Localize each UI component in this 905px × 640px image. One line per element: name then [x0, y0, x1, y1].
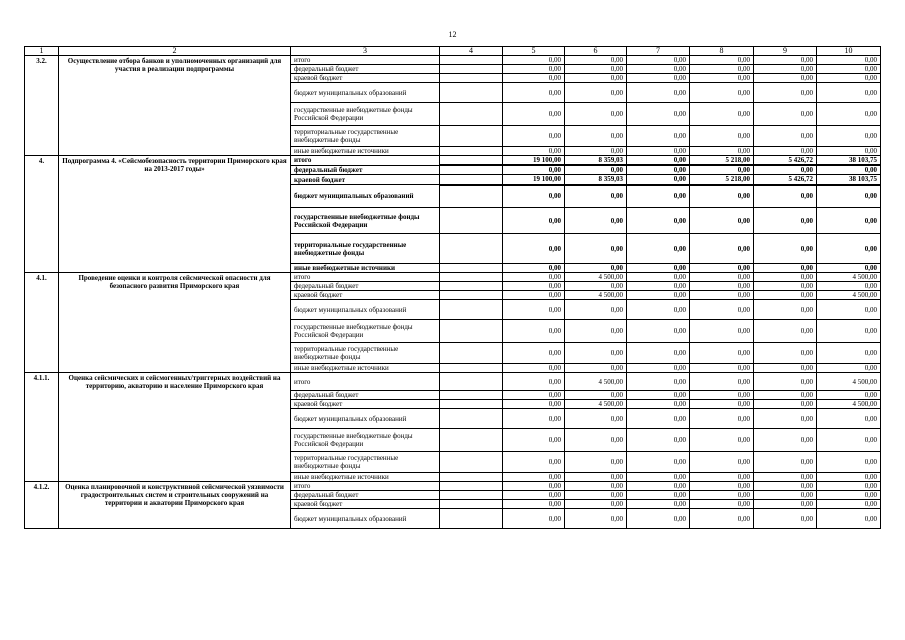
header-row: [25, 47, 881, 56]
value-cell: 0,00: [690, 234, 754, 264]
value-cell: 0,00: [690, 165, 754, 175]
value-cell: 0,00: [565, 165, 627, 175]
value-cell: 8 359,03: [565, 156, 627, 166]
value-cell: 0,00: [627, 175, 690, 185]
value-cell: [440, 208, 503, 234]
section-name: Оценка сейсмических и сейсмогенных/триггерных воздействий на территорию, акваторию и население Приморского края: [59, 373, 291, 482]
column-header: 10: [817, 47, 881, 56]
funding-source-label: итого: [291, 273, 440, 282]
funding-source-label: территориальные государственные внебюджетные фонды: [291, 126, 440, 147]
value-cell: 4 500,00: [817, 400, 881, 409]
value-cell: 0,00: [627, 126, 690, 147]
value-cell: 0,00: [754, 65, 817, 74]
value-cell: 0,00: [690, 264, 754, 273]
value-cell: 4 500,00: [565, 291, 627, 300]
value-cell: 0,00: [503, 103, 565, 126]
value-cell: 0,00: [627, 409, 690, 429]
value-cell: 0,00: [565, 83, 627, 103]
value-cell: 0,00: [754, 208, 817, 234]
value-cell: 0,00: [565, 147, 627, 156]
value-cell: [440, 491, 503, 500]
value-cell: [440, 74, 503, 83]
value-cell: 0,00: [627, 208, 690, 234]
value-cell: 0,00: [690, 509, 754, 529]
value-cell: 0,00: [690, 273, 754, 282]
value-cell: 0,00: [627, 364, 690, 373]
budget-table: [24, 46, 881, 529]
value-cell: 0,00: [627, 74, 690, 83]
funding-source-label: иные внебюджетные источники: [291, 364, 440, 373]
funding-source-label: государственные внебюджетные фонды Российской Федерации: [291, 429, 440, 452]
value-cell: [440, 500, 503, 509]
value-cell: [440, 65, 503, 74]
value-cell: 0,00: [690, 74, 754, 83]
value-cell: 0,00: [690, 491, 754, 500]
value-cell: 0,00: [503, 234, 565, 264]
value-cell: 0,00: [754, 126, 817, 147]
value-cell: 0,00: [754, 473, 817, 482]
value-cell: [440, 156, 503, 166]
value-cell: 0,00: [817, 234, 881, 264]
value-cell: 0,00: [754, 509, 817, 529]
funding-source-label: федеральный бюджет: [291, 65, 440, 74]
table-row: [25, 56, 881, 65]
value-cell: 0,00: [565, 320, 627, 343]
value-cell: 0,00: [503, 373, 565, 391]
value-cell: 0,00: [817, 409, 881, 429]
column-header: 3: [291, 47, 440, 56]
value-cell: 0,00: [503, 509, 565, 529]
value-cell: 0,00: [565, 74, 627, 83]
value-cell: 0,00: [754, 264, 817, 273]
value-cell: 0,00: [690, 364, 754, 373]
value-cell: 0,00: [565, 126, 627, 147]
value-cell: 0,00: [690, 185, 754, 208]
value-cell: 0,00: [627, 509, 690, 529]
value-cell: [440, 147, 503, 156]
funding-source-label: государственные внебюджетные фонды Российской Федерации: [291, 208, 440, 234]
value-cell: 0,00: [754, 56, 817, 65]
value-cell: 0,00: [627, 83, 690, 103]
funding-source-label: бюджет муниципальных образований: [291, 83, 440, 103]
value-cell: 0,00: [503, 409, 565, 429]
value-cell: 0,00: [754, 291, 817, 300]
table-row: [25, 373, 881, 391]
value-cell: 0,00: [817, 509, 881, 529]
table-row: [25, 482, 881, 491]
column-header: 9: [754, 47, 817, 56]
value-cell: 0,00: [690, 65, 754, 74]
value-cell: 0,00: [627, 282, 690, 291]
value-cell: [440, 56, 503, 65]
value-cell: [440, 175, 503, 185]
value-cell: 0,00: [565, 65, 627, 74]
funding-source-label: краевой бюджет: [291, 175, 440, 185]
value-cell: 0,00: [565, 500, 627, 509]
value-cell: 0,00: [627, 165, 690, 175]
value-cell: 0,00: [565, 103, 627, 126]
value-cell: 0,00: [565, 234, 627, 264]
funding-source-label: иные внебюджетные источники: [291, 473, 440, 482]
value-cell: 0,00: [754, 320, 817, 343]
value-cell: 0,00: [817, 491, 881, 500]
value-cell: 5 426,72: [754, 175, 817, 185]
value-cell: 0,00: [503, 473, 565, 482]
value-cell: 0,00: [690, 56, 754, 65]
value-cell: 0,00: [817, 208, 881, 234]
value-cell: 0,00: [817, 74, 881, 83]
value-cell: 0,00: [754, 147, 817, 156]
value-cell: 0,00: [565, 185, 627, 208]
value-cell: 0,00: [754, 234, 817, 264]
value-cell: 0,00: [690, 282, 754, 291]
value-cell: 0,00: [817, 482, 881, 491]
value-cell: 0,00: [627, 56, 690, 65]
funding-source-label: территориальные государственные внебюджетные фонды: [291, 343, 440, 364]
value-cell: [440, 264, 503, 273]
funding-source-label: территориальные государственные внебюджетные фонды: [291, 452, 440, 473]
value-cell: [440, 165, 503, 175]
value-cell: 0,00: [503, 291, 565, 300]
value-cell: 0,00: [627, 473, 690, 482]
value-cell: 0,00: [690, 500, 754, 509]
table-row: [25, 273, 881, 282]
value-cell: 0,00: [503, 391, 565, 400]
value-cell: 0,00: [627, 156, 690, 166]
value-cell: 0,00: [754, 491, 817, 500]
value-cell: 0,00: [565, 409, 627, 429]
value-cell: 4 500,00: [565, 400, 627, 409]
value-cell: 0,00: [754, 364, 817, 373]
value-cell: 0,00: [565, 264, 627, 273]
value-cell: 0,00: [754, 185, 817, 208]
value-cell: 0,00: [690, 452, 754, 473]
value-cell: 0,00: [690, 126, 754, 147]
funding-source-label: федеральный бюджет: [291, 282, 440, 291]
value-cell: 0,00: [627, 147, 690, 156]
funding-source-label: итого: [291, 56, 440, 65]
funding-source-label: краевой бюджет: [291, 74, 440, 83]
value-cell: 0,00: [627, 491, 690, 500]
table-row: [25, 156, 881, 166]
value-cell: 0,00: [754, 282, 817, 291]
value-cell: 0,00: [817, 65, 881, 74]
value-cell: 0,00: [690, 343, 754, 364]
value-cell: [440, 291, 503, 300]
value-cell: 4 500,00: [565, 373, 627, 391]
column-header: 7: [627, 47, 690, 56]
funding-source-label: иные внебюджетные источники: [291, 264, 440, 273]
value-cell: 4 500,00: [817, 373, 881, 391]
section-code: 4.1.: [25, 273, 59, 373]
funding-source-label: бюджет муниципальных образований: [291, 409, 440, 429]
value-cell: 0,00: [754, 373, 817, 391]
value-cell: 8 359,03: [565, 175, 627, 185]
value-cell: 0,00: [817, 500, 881, 509]
value-cell: 0,00: [690, 291, 754, 300]
column-header: 2: [59, 47, 291, 56]
value-cell: [440, 83, 503, 103]
value-cell: 0,00: [627, 264, 690, 273]
value-cell: 0,00: [565, 482, 627, 491]
section-name: Осуществление отбора банков и уполномоченных организаций для участия в реализации подпрограммы: [59, 56, 291, 156]
value-cell: 0,00: [503, 74, 565, 83]
value-cell: 0,00: [627, 185, 690, 208]
funding-source-label: итого: [291, 156, 440, 166]
value-cell: 0,00: [565, 300, 627, 320]
value-cell: 0,00: [627, 300, 690, 320]
funding-source-label: бюджет муниципальных образований: [291, 509, 440, 529]
value-cell: [440, 234, 503, 264]
value-cell: 0,00: [754, 103, 817, 126]
value-cell: 0,00: [627, 343, 690, 364]
value-cell: [440, 364, 503, 373]
value-cell: 0,00: [817, 364, 881, 373]
value-cell: 0,00: [754, 409, 817, 429]
value-cell: [440, 282, 503, 291]
value-cell: 0,00: [565, 208, 627, 234]
value-cell: 0,00: [565, 343, 627, 364]
value-cell: [440, 300, 503, 320]
value-cell: 4 500,00: [565, 273, 627, 282]
value-cell: 0,00: [627, 500, 690, 509]
value-cell: 0,00: [565, 509, 627, 529]
value-cell: 0,00: [817, 343, 881, 364]
value-cell: 19 100,00: [503, 156, 565, 166]
value-cell: 0,00: [503, 482, 565, 491]
value-cell: 0,00: [817, 452, 881, 473]
value-cell: 0,00: [754, 83, 817, 103]
funding-source-label: иные внебюджетные источники: [291, 147, 440, 156]
value-cell: 0,00: [503, 400, 565, 409]
value-cell: 0,00: [817, 165, 881, 175]
value-cell: 0,00: [690, 391, 754, 400]
funding-source-label: территориальные государственные внебюджетные фонды: [291, 234, 440, 264]
column-header: 6: [565, 47, 627, 56]
value-cell: 0,00: [754, 482, 817, 491]
value-cell: 0,00: [754, 165, 817, 175]
value-cell: 0,00: [503, 264, 565, 273]
value-cell: 0,00: [627, 452, 690, 473]
value-cell: 0,00: [754, 391, 817, 400]
value-cell: [440, 482, 503, 491]
value-cell: 0,00: [627, 234, 690, 264]
value-cell: 0,00: [627, 65, 690, 74]
value-cell: 0,00: [627, 391, 690, 400]
section-code: 4.1.1.: [25, 373, 59, 482]
value-cell: 0,00: [503, 364, 565, 373]
value-cell: 0,00: [754, 452, 817, 473]
value-cell: [440, 343, 503, 364]
value-cell: 0,00: [503, 452, 565, 473]
value-cell: 4 500,00: [817, 291, 881, 300]
value-cell: [440, 473, 503, 482]
section-name: Подпрограмма 4. «Сейсмобезопасность территории Приморского края на 2013-2017 годы»: [59, 156, 291, 273]
value-cell: 0,00: [503, 208, 565, 234]
column-header: 8: [690, 47, 754, 56]
table-body: [25, 47, 881, 529]
value-cell: 0,00: [690, 473, 754, 482]
value-cell: 0,00: [627, 103, 690, 126]
value-cell: [440, 452, 503, 473]
column-header: 1: [25, 47, 59, 56]
funding-source-label: государственные внебюджетные фонды Российской Федерации: [291, 320, 440, 343]
section-code: 4.: [25, 156, 59, 273]
value-cell: 0,00: [690, 103, 754, 126]
value-cell: 0,00: [565, 282, 627, 291]
funding-source-label: федеральный бюджет: [291, 165, 440, 175]
value-cell: 0,00: [817, 103, 881, 126]
value-cell: 0,00: [817, 185, 881, 208]
value-cell: 0,00: [690, 147, 754, 156]
value-cell: 0,00: [503, 185, 565, 208]
value-cell: 0,00: [503, 273, 565, 282]
value-cell: [440, 409, 503, 429]
value-cell: 0,00: [503, 429, 565, 452]
value-cell: 0,00: [503, 282, 565, 291]
value-cell: 0,00: [817, 83, 881, 103]
value-cell: 38 103,75: [817, 156, 881, 166]
value-cell: 19 100,00: [503, 175, 565, 185]
value-cell: 0,00: [503, 56, 565, 65]
value-cell: 0,00: [565, 364, 627, 373]
value-cell: [440, 103, 503, 126]
value-cell: 4 500,00: [817, 273, 881, 282]
funding-source-label: краевой бюджет: [291, 500, 440, 509]
value-cell: 0,00: [690, 409, 754, 429]
funding-source-label: итого: [291, 482, 440, 491]
funding-source-label: федеральный бюджет: [291, 491, 440, 500]
value-cell: 0,00: [627, 482, 690, 491]
value-cell: 5 218,00: [690, 175, 754, 185]
value-cell: 0,00: [503, 65, 565, 74]
value-cell: 0,00: [565, 491, 627, 500]
section-code: 4.1.2.: [25, 482, 59, 529]
value-cell: 0,00: [627, 373, 690, 391]
section-name: Оценка планировочной и конструктивной сейсмической уязвимости градостроительных систем и строительных сооружений на территории и акватории Приморского края: [59, 482, 291, 529]
value-cell: 0,00: [565, 391, 627, 400]
value-cell: 0,00: [690, 300, 754, 320]
value-cell: 0,00: [565, 452, 627, 473]
value-cell: 0,00: [690, 482, 754, 491]
funding-source-label: краевой бюджет: [291, 400, 440, 409]
value-cell: 0,00: [754, 74, 817, 83]
value-cell: 0,00: [627, 291, 690, 300]
value-cell: 0,00: [817, 300, 881, 320]
value-cell: 0,00: [817, 126, 881, 147]
value-cell: [440, 185, 503, 208]
funding-source-label: бюджет муниципальных образований: [291, 300, 440, 320]
value-cell: 0,00: [754, 429, 817, 452]
value-cell: 0,00: [565, 56, 627, 65]
value-cell: [440, 391, 503, 400]
value-cell: 0,00: [817, 320, 881, 343]
value-cell: 0,00: [503, 165, 565, 175]
value-cell: 0,00: [754, 343, 817, 364]
value-cell: 5 218,00: [690, 156, 754, 166]
funding-source-label: федеральный бюджет: [291, 391, 440, 400]
value-cell: 0,00: [503, 300, 565, 320]
value-cell: 0,00: [690, 373, 754, 391]
value-cell: 0,00: [627, 320, 690, 343]
value-cell: 5 426,72: [754, 156, 817, 166]
section-name: Проведение оценки и контроля сейсмической опасности для безопасного развития Приморского края: [59, 273, 291, 373]
value-cell: 0,00: [817, 429, 881, 452]
value-cell: [440, 509, 503, 529]
value-cell: [440, 273, 503, 282]
value-cell: [440, 400, 503, 409]
value-cell: 0,00: [627, 429, 690, 452]
column-header: 4: [440, 47, 503, 56]
funding-source-label: бюджет муниципальных образований: [291, 185, 440, 208]
value-cell: 0,00: [503, 83, 565, 103]
value-cell: 0,00: [690, 320, 754, 343]
value-cell: 0,00: [627, 400, 690, 409]
value-cell: 0,00: [503, 320, 565, 343]
value-cell: 0,00: [565, 473, 627, 482]
value-cell: 0,00: [754, 500, 817, 509]
value-cell: 0,00: [503, 500, 565, 509]
value-cell: 0,00: [690, 400, 754, 409]
funding-source-label: итого: [291, 373, 440, 391]
column-header: 5: [503, 47, 565, 56]
section-code: 3.2.: [25, 56, 59, 156]
value-cell: 0,00: [627, 273, 690, 282]
value-cell: 0,00: [565, 429, 627, 452]
value-cell: [440, 373, 503, 391]
value-cell: 0,00: [817, 56, 881, 65]
value-cell: 0,00: [503, 343, 565, 364]
value-cell: [440, 320, 503, 343]
value-cell: [440, 429, 503, 452]
value-cell: 0,00: [817, 264, 881, 273]
value-cell: 0,00: [690, 208, 754, 234]
value-cell: 0,00: [754, 273, 817, 282]
value-cell: [440, 126, 503, 147]
value-cell: 0,00: [817, 473, 881, 482]
value-cell: 0,00: [503, 126, 565, 147]
value-cell: 38 103,75: [817, 175, 881, 185]
value-cell: 0,00: [754, 400, 817, 409]
value-cell: 0,00: [817, 391, 881, 400]
value-cell: 0,00: [690, 83, 754, 103]
value-cell: 0,00: [503, 147, 565, 156]
page-number: 12: [448, 30, 457, 39]
value-cell: 0,00: [754, 300, 817, 320]
value-cell: 0,00: [690, 429, 754, 452]
funding-source-label: краевой бюджет: [291, 291, 440, 300]
value-cell: 0,00: [817, 147, 881, 156]
value-cell: 0,00: [817, 282, 881, 291]
value-cell: 0,00: [503, 491, 565, 500]
funding-source-label: государственные внебюджетные фонды Российской Федерации: [291, 103, 440, 126]
